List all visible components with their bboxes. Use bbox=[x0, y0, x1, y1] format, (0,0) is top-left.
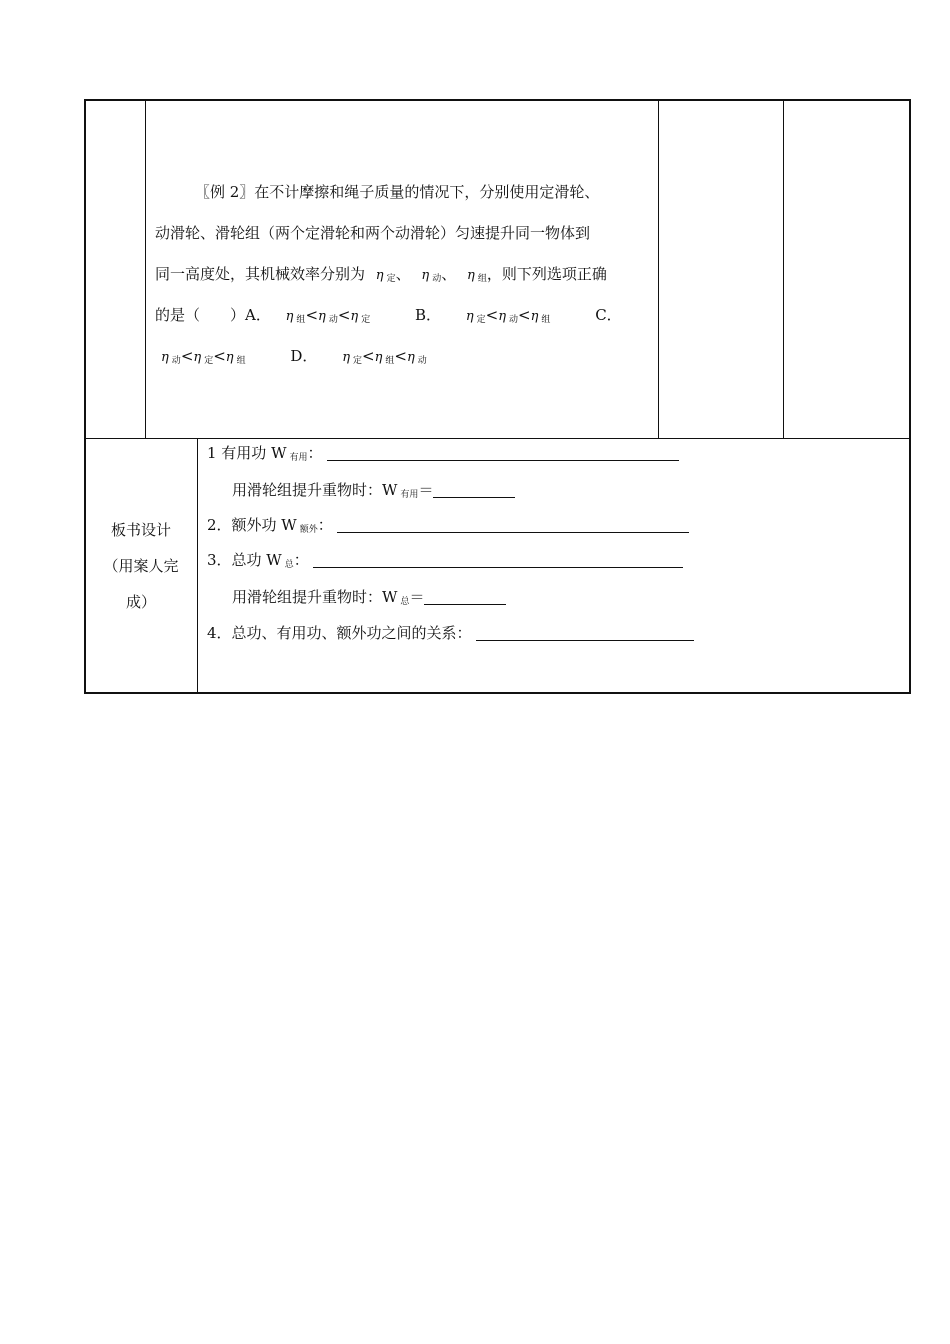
option-b: η $_定$<η $_动$<η $_组$ bbox=[465, 306, 551, 325]
option-d-label: D． bbox=[290, 347, 318, 365]
table-row-divider bbox=[84, 438, 911, 439]
column-divider-1 bbox=[145, 100, 146, 438]
board-item-4: 4．总功、有用功、额外功之间的关系： bbox=[207, 623, 694, 643]
board-item-3: 3．总功 W $_总$： bbox=[207, 550, 683, 575]
option-d: η $_定$<η $_组$<η $_动$ bbox=[342, 347, 427, 366]
work-relation-blank[interactable] bbox=[476, 626, 694, 641]
question-line-5 bbox=[155, 336, 655, 377]
column-divider-board bbox=[197, 438, 198, 693]
total-work-blank[interactable] bbox=[313, 553, 683, 568]
table-border-right bbox=[909, 99, 911, 694]
pulley-useful-work-blank[interactable] bbox=[433, 483, 515, 498]
question-line-1 bbox=[155, 172, 655, 213]
column-divider-2 bbox=[658, 100, 659, 438]
board-item-2: 2．额外功 W $_{额外}$： bbox=[207, 515, 689, 540]
question-line-4 bbox=[155, 295, 655, 336]
column-divider-3 bbox=[783, 100, 784, 438]
option-a: η $_组$<η $_动$<η $_定$ bbox=[285, 306, 371, 325]
option-a-label: 的是（ ）A． bbox=[155, 306, 271, 324]
board-item-1: 1 有用功 W $_{有用}$： bbox=[207, 443, 679, 468]
table-border-top bbox=[84, 99, 911, 101]
board-item-3b: 用滑轮组提升重物时：W $_总$＝ bbox=[232, 587, 506, 612]
question-text-1: 〖例 2〗在不计摩擦和绳子质量的情况下，分别使用定滑轮、 bbox=[195, 183, 600, 201]
pulley-total-work-blank[interactable] bbox=[424, 590, 506, 605]
board-item-1b: 用滑轮组提升重物时：W $_{有用}$＝ bbox=[232, 480, 515, 505]
question-line-3: 同一高度处，其机械效率分别为 η $_定$、 η $_动$、 η $_组$，则下列选项正确 bbox=[155, 265, 607, 284]
option-c-label: C． bbox=[595, 306, 622, 324]
board-design-label: 板书设计 （用案人完 成） bbox=[103, 521, 179, 611]
question-text-2: 动滑轮、滑轮组（两个定滑轮和两个动滑轮）匀速提升同一物体到 bbox=[155, 224, 591, 242]
question-line-2 bbox=[155, 213, 655, 254]
extra-work-blank[interactable] bbox=[337, 518, 689, 533]
option-b-label: B． bbox=[415, 306, 442, 324]
option-c: η $_动$<η $_定$<η $_组$ bbox=[161, 347, 246, 366]
useful-work-blank[interactable] bbox=[327, 446, 679, 461]
example-2-question bbox=[155, 172, 655, 377]
table-border-bottom bbox=[84, 692, 911, 694]
